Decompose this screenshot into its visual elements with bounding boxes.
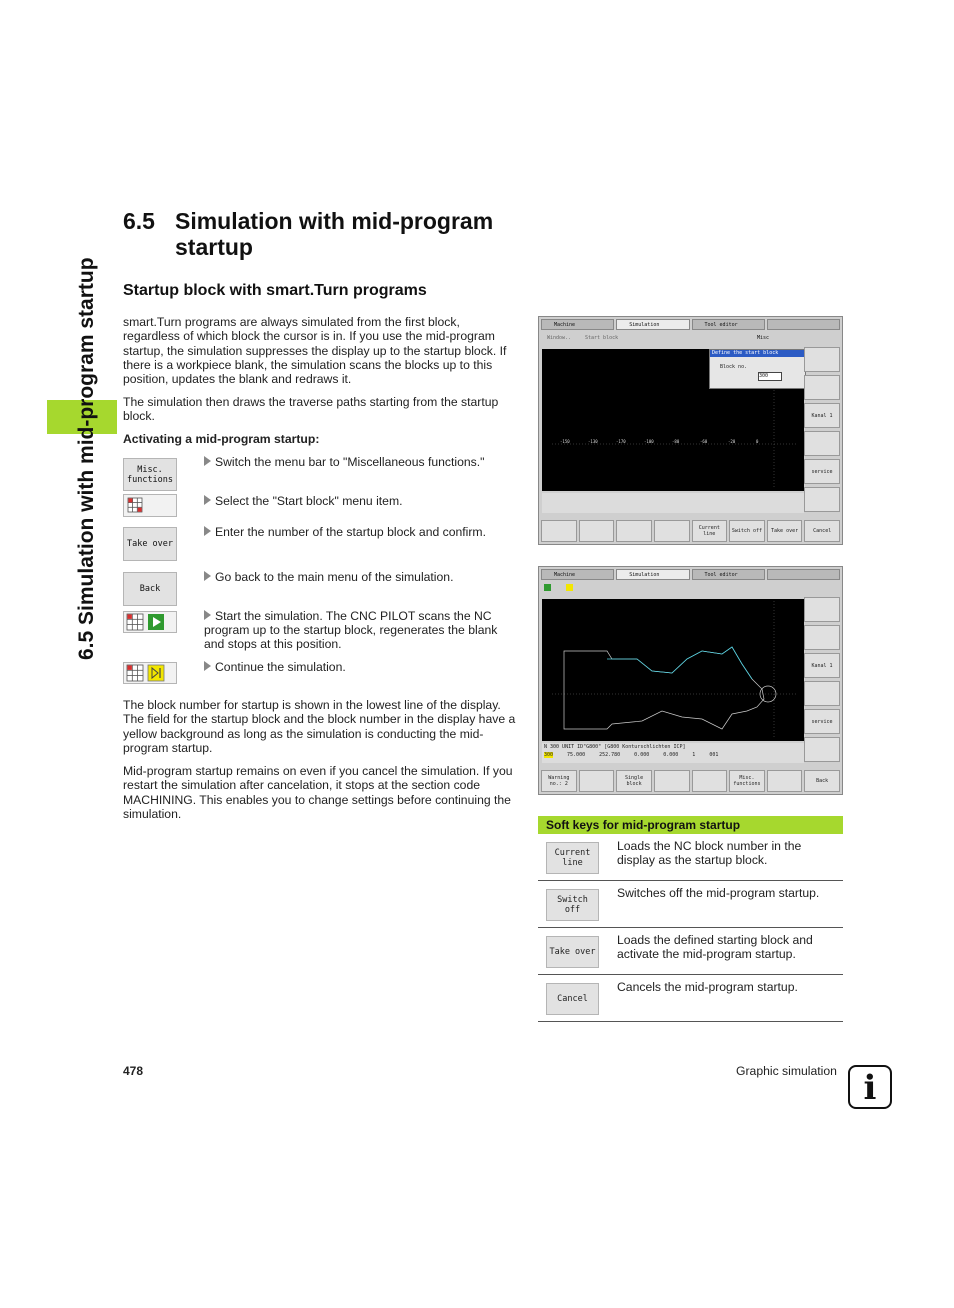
right-softkey-tool[interactable] bbox=[804, 737, 840, 762]
axis-tick-label: -20 bbox=[728, 439, 736, 444]
screen2-status-bar bbox=[542, 743, 804, 763]
activating-heading: Activating a mid-program startup: bbox=[123, 432, 320, 446]
start-block-dialog bbox=[709, 349, 806, 389]
take-over-softkey[interactable]: Take over bbox=[123, 527, 177, 561]
traverse-paragraph: The simulation then draws the traverse paths starting from the startup block. bbox=[123, 395, 499, 424]
status-y: 0.000 bbox=[663, 752, 679, 758]
axis-tick-label: -100 bbox=[644, 439, 654, 444]
bullet-arrow-icon bbox=[204, 495, 211, 505]
bottom-softkey-2[interactable] bbox=[579, 520, 615, 542]
menu-misc[interactable]: Misc bbox=[757, 335, 770, 341]
status-values bbox=[542, 751, 804, 759]
bottom-softkey-3[interactable] bbox=[616, 520, 652, 542]
bullet-arrow-icon bbox=[204, 526, 211, 536]
screen1-right-softkeys bbox=[804, 347, 840, 515]
table-row bbox=[538, 881, 843, 928]
continue-simulation-icon[interactable] bbox=[123, 662, 177, 684]
block-number-paragraph: The block number for startup is shown in the lowest line of the display. The field for the startup block and the block number in the display have a yellow background as long as the simulation is conducting the mid-program startup. bbox=[123, 698, 516, 755]
softkey-table-heading: Soft keys for mid-program startup bbox=[538, 816, 843, 834]
tab-simulation[interactable]: Simulation bbox=[616, 319, 689, 330]
step-2: Select the "Start block" menu item. bbox=[204, 494, 518, 508]
axis-tick-label: 0 bbox=[756, 439, 759, 444]
right-softkey-2[interactable] bbox=[804, 375, 840, 400]
take-over-softkey-screen[interactable]: Take over bbox=[767, 520, 803, 542]
right-softkey-4[interactable] bbox=[804, 431, 840, 456]
status-line: N 300 UNIT ID"G800" [G800 Konturschlichten ICP] bbox=[544, 744, 686, 750]
intro-paragraph: smart.Turn programs are always simulated from the first block, regardless of which block the cursor is in. If you use the mid-program startup, the simulation suppresses the display up to the startup block. If there is a workpiece blank, the simulation scans the blocks up to this position, updates the blank and redraws it. bbox=[123, 315, 507, 387]
step-3: Enter the number of the startup block and confirm. bbox=[204, 525, 518, 539]
bottom-softkey-2[interactable] bbox=[579, 770, 615, 792]
page-number: 478 bbox=[123, 1064, 144, 1078]
screen2-icon-row bbox=[541, 583, 803, 593]
tab-extra[interactable] bbox=[767, 319, 840, 330]
switch-off-softkey[interactable]: Switch off bbox=[546, 889, 599, 921]
bottom-softkey-4[interactable] bbox=[654, 770, 690, 792]
section-title-line1: Simulation with mid-program bbox=[175, 208, 494, 234]
table-row bbox=[538, 928, 843, 975]
block-number-input[interactable]: 300 bbox=[758, 372, 782, 381]
bottom-softkey-1[interactable] bbox=[541, 520, 577, 542]
screen1-bottom-softkeys bbox=[541, 520, 840, 542]
dialog-label: Block no. bbox=[720, 364, 748, 370]
axis-tick-label: -60 bbox=[700, 439, 708, 444]
bottom-softkey-4[interactable] bbox=[654, 520, 690, 542]
status-z: 252.780 bbox=[599, 752, 621, 758]
right-softkey-2[interactable] bbox=[804, 625, 840, 650]
axis-tick-label: -80 bbox=[672, 439, 680, 444]
bottom-softkey-7[interactable] bbox=[767, 770, 803, 792]
chapter-name: Graphic simulation bbox=[736, 1064, 837, 1078]
step-6: Continue the simulation. bbox=[204, 660, 518, 674]
tab-tool-editor[interactable]: Tool editor bbox=[692, 319, 765, 330]
bullet-arrow-icon bbox=[204, 661, 211, 671]
row-description: Loads the defined starting block and activate the mid-program startup. bbox=[617, 933, 813, 961]
dialog-title: Define the start block bbox=[710, 350, 805, 357]
table-row bbox=[538, 834, 843, 881]
misc-functions-softkey[interactable]: Misc. functions bbox=[123, 458, 177, 491]
screen1-tabbar bbox=[541, 319, 840, 330]
step-1: Switch the menu bar to "Miscellaneous functions." bbox=[204, 455, 518, 469]
section-number: 6.5 bbox=[123, 208, 155, 234]
axis-tick-label: -170 bbox=[616, 439, 626, 444]
start-simulation-icon[interactable] bbox=[123, 611, 177, 633]
menu-window[interactable]: Window.. bbox=[547, 335, 572, 341]
status-t: 1 bbox=[692, 752, 696, 758]
back-softkey-screen[interactable]: Back bbox=[804, 770, 840, 792]
tab-extra[interactable] bbox=[767, 569, 840, 580]
right-softkey-service[interactable]: service bbox=[804, 709, 840, 734]
row-description: Loads the NC block number in the display as the startup block. bbox=[617, 839, 802, 867]
info-icon: i bbox=[848, 1065, 892, 1109]
screen2-plot-area bbox=[542, 599, 804, 741]
section-title-line2: startup bbox=[175, 234, 253, 260]
step-4: Go back to the main menu of the simulation. bbox=[204, 570, 518, 584]
right-softkey-kanal[interactable]: Kanal 1 bbox=[804, 403, 840, 428]
bullet-arrow-icon bbox=[204, 456, 211, 466]
screen2-tabbar bbox=[541, 569, 840, 580]
table-row bbox=[538, 975, 843, 1022]
cancel-softkey-screen[interactable]: Cancel bbox=[804, 520, 840, 542]
tab-simulation[interactable]: Simulation bbox=[616, 569, 689, 580]
screen2-bottom-softkeys bbox=[541, 770, 840, 792]
status-block-number: 300 bbox=[544, 752, 554, 758]
screen1-menu-row bbox=[541, 333, 803, 343]
right-softkey-kanal[interactable]: Kanal 1 bbox=[804, 653, 840, 678]
restart-paragraph: Mid-program startup remains on even if you cancel the simulation. If you restart the simulation after cancelation, it stops at the section code MACHINING. This enables you to change settings before continuing the simulation. bbox=[123, 764, 513, 821]
tab-machine[interactable]: Machine bbox=[541, 319, 614, 330]
tab-machine[interactable]: Machine bbox=[541, 569, 614, 580]
tab-tool-editor[interactable]: Tool editor bbox=[692, 569, 765, 580]
right-softkey-1[interactable] bbox=[804, 347, 840, 372]
screen2-right-softkeys bbox=[804, 597, 840, 765]
right-softkey-tool[interactable] bbox=[804, 487, 840, 512]
misc-functions-softkey-screen[interactable]: Misc. functions bbox=[729, 770, 765, 792]
status-x: 75.000 bbox=[567, 752, 586, 758]
screenshot-simulation-contour bbox=[538, 566, 843, 795]
current-line-softkey[interactable]: Current line bbox=[546, 842, 599, 874]
axis-tick-label: -150 bbox=[560, 439, 570, 444]
warning-softkey[interactable]: Warning no.: 2 bbox=[541, 770, 577, 792]
bullet-arrow-icon bbox=[204, 571, 211, 581]
status-c: 0.000 bbox=[634, 752, 650, 758]
bottom-softkey-5[interactable] bbox=[692, 770, 728, 792]
axis-tick-label: -130 bbox=[588, 439, 598, 444]
start-block-icon[interactable] bbox=[123, 494, 177, 517]
take-over-softkey[interactable]: Take over bbox=[546, 936, 599, 968]
subsection-heading: Startup block with smart.Turn programs bbox=[123, 282, 427, 299]
switch-off-softkey[interactable]: Switch off bbox=[729, 520, 765, 542]
back-softkey[interactable]: Back bbox=[123, 572, 177, 606]
bullet-arrow-icon bbox=[204, 610, 211, 620]
right-softkey-4[interactable] bbox=[804, 681, 840, 706]
section-heading bbox=[123, 208, 493, 260]
single-block-softkey[interactable]: Single block bbox=[616, 770, 652, 792]
screen1-status-bar bbox=[542, 493, 804, 513]
row-description: Switches off the mid-program startup. bbox=[617, 886, 820, 900]
menu-start-block[interactable]: Start block bbox=[585, 335, 619, 341]
step-5: Start the simulation. The CNC PILOT scans the NC program up to the startup block, regenerates the blank and stops at this position. bbox=[204, 609, 498, 651]
right-softkey-service[interactable]: service bbox=[804, 459, 840, 484]
status-tool: 001 bbox=[709, 752, 719, 758]
current-line-softkey[interactable]: Current line bbox=[692, 520, 728, 542]
sidebar-section-title: 6.5 Simulation with mid-program startup bbox=[75, 257, 98, 660]
cancel-softkey[interactable]: Cancel bbox=[546, 983, 599, 1015]
row-description: Cancels the mid-program startup. bbox=[617, 980, 798, 994]
screenshot-start-block-dialog bbox=[538, 316, 843, 545]
right-softkey-1[interactable] bbox=[804, 597, 840, 622]
